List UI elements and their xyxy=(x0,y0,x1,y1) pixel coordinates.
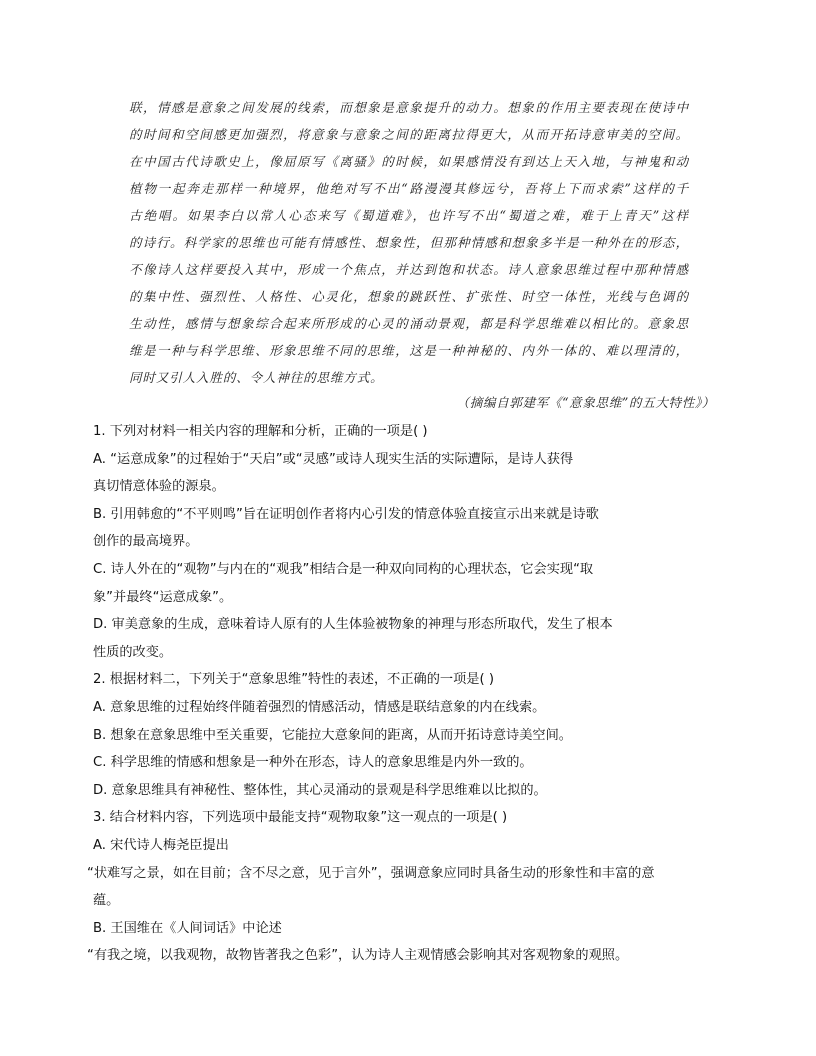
option-line: “状难写之景，如在目前；含不尽之意，见于言外”，强调意象应同时具备生动的形象性和丰富的意 xyxy=(87,865,655,881)
option-line: C. 科学思维的情感和想象是一种外在形态，诗人的意象思维是内外一致的。 xyxy=(93,755,533,771)
passage-line: 维是一种与科学思维、形象思维不同的思维，这是一种神秘的、内外一体的、难以理清的， xyxy=(129,343,689,358)
option-line: “有我之境，以我观物，故物皆著我之色彩”，认为诗人主观情感会影响其对客观物象的观照。 xyxy=(87,948,629,964)
option-line: D. 意象思维具有神秘性、整体性，其心灵涌动的景观是科学思维难以比拟的。 xyxy=(93,782,547,798)
passage-line: 在中国古代诗歌史上，像屈原写《离骚》的时候，如果感情没有到达上天入地，与神鬼和动 xyxy=(129,154,689,169)
passage-source: （摘编自郭建军《“意象思维”的五大特性》） xyxy=(456,395,715,410)
option-line: 象”并最终“运意成象”。 xyxy=(93,589,233,605)
option-line: A. 意象思维的过程始终伴随着强烈的情感活动，情感是联结意象的内在线索。 xyxy=(93,699,546,715)
option-line: B. 引用韩愈的“不平则鸣”旨在证明创作者将内心引发的情意体验直接宣示出来就是诗歌 xyxy=(93,506,599,522)
option-line: D. 审美意象的生成，意味着诗人原有的人生体验被物象的神理与形态所取代，发生了根本 xyxy=(93,617,613,633)
question-stem: 3. 结合材料内容，下列选项中最能支持“观物取象”这一观点的一项是( ) xyxy=(93,810,508,826)
passage-line: 不像诗人这样要投入其中，形成一个焦点，并达到饱和状态。诗人意象思维过程中那种情感 xyxy=(129,262,689,277)
option-line: B. 想象在意象思维中至关重要，它能拉大意象间的距离，从而开拓诗意诗美空间。 xyxy=(93,727,572,743)
passage-line: 同时又引人入胜的、令人神往的思维方式。 xyxy=(129,370,384,385)
option-line: 性质的改变。 xyxy=(93,644,173,660)
question-stem: 2. 根据材料二，下列关于“意象思维”特性的表述，不正确的一项是( ) xyxy=(93,672,494,688)
passage-line: 植物一起奔走那样一种境界，他绝对写不出“路漫漫其修远兮，吾将上下而求索”这样的千 xyxy=(129,181,689,196)
option-line: 真切情意体验的源泉。 xyxy=(93,479,225,495)
option-line: 创作的最高境界。 xyxy=(93,534,199,550)
question-list xyxy=(87,418,723,970)
passage-line: 的时间和空间感更加强烈，将意象与意象之间的距离拉得更大，从而开拓诗意审美的空间。 xyxy=(129,127,689,142)
passage-line: 的集中性、强烈性、人格性、心灵化，想象的跳跃性、扩张性、时空一体性，光线与色调的 xyxy=(129,289,689,304)
option-line: A. 宋代诗人梅尧臣提出 xyxy=(93,837,229,853)
passage-line: 生动性，感情与想象综合起来所形成的心灵的涌动景观，都是科学思维难以相比的。意象思 xyxy=(129,316,689,331)
passage-line: 古绝唱。如果李白以常人心态来写《蜀道难》，也许写不出“蜀道之难，难于上青天”这样 xyxy=(129,208,689,223)
option-line: C. 诗人外在的“观物”与内在的“观我”相结合是一种双向同构的心理状态，它会实现“取 xyxy=(93,561,594,577)
question-stem: 1. 下列对材料一相关内容的理解和分析，正确的一项是( ) xyxy=(93,424,428,439)
option-line: A. “运意成象”的过程始于“天启”或“灵感”或诗人现实生活的实际遭际，是诗人获得 xyxy=(93,451,574,467)
material-passage xyxy=(129,94,689,391)
option-line: 蕴。 xyxy=(93,893,120,909)
option-line: B. 王国维在《人间词话》中论述 xyxy=(93,920,282,936)
passage-line: 联，情感是意象之间发展的线索，而想象是意象提升的动力。想象的作用主要表现在使诗中 xyxy=(129,100,689,115)
passage-line: 的诗行。科学家的思维也可能有情感性、想象性，但那种情感和想象多半是一种外在的形态， xyxy=(129,235,689,250)
